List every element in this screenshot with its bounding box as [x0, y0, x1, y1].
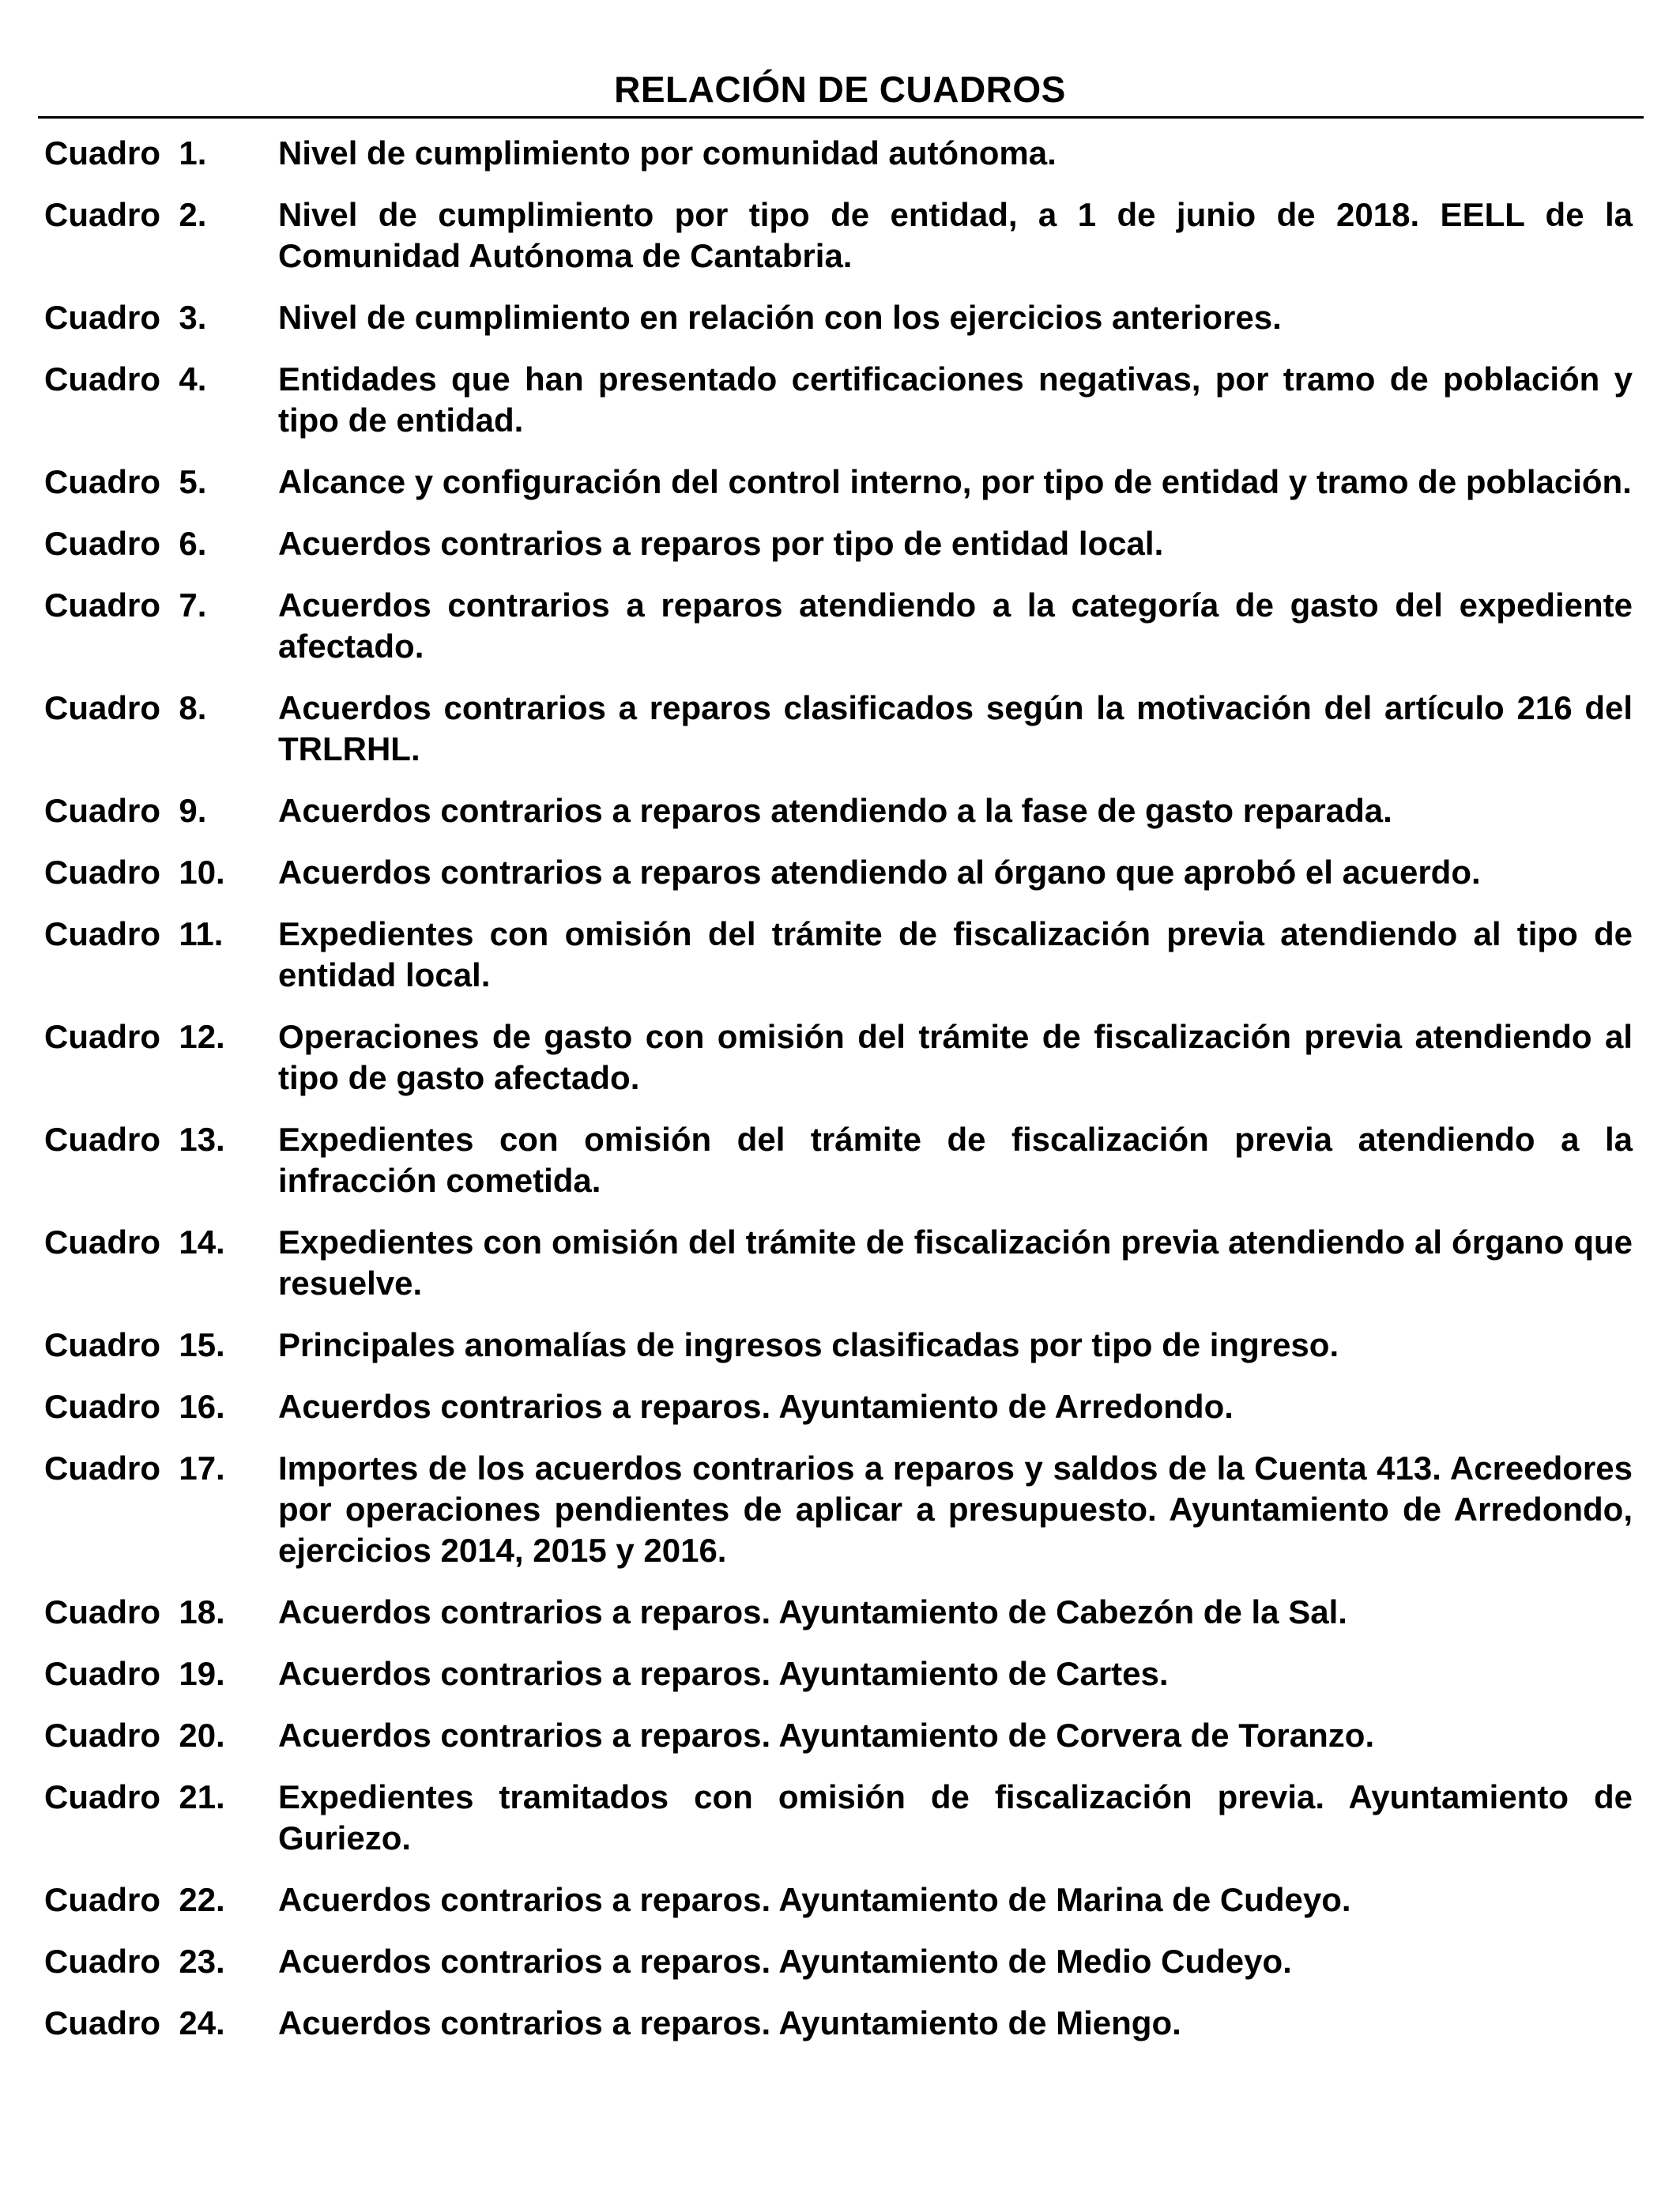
entry-label: Cuadro 1. [44, 134, 207, 172]
list-item [44, 1592, 1593, 1633]
entry-text: Acuerdos contrarios a reparos atendiendo a la categoría de gasto del expediente afectado. [278, 586, 1633, 665]
list-item [44, 1016, 1633, 1099]
entry-text: Importes de los acuerdos contrarios a reparos y saldos de la Cuenta 413. Acreedores por operaciones pendientes de aplicar a presupuesto. Ayuntamiento de Arredondo, ejercicios 2014, 2015 y 2016. [278, 1449, 1633, 1569]
entry-label: Cuadro 10. [44, 854, 225, 891]
list-item [44, 585, 1633, 667]
entry-text: Acuerdos contrarios a reparos. Ayuntamiento de Cartes. [278, 1655, 1169, 1692]
entry-text: Principales anomalías de ingresos clasificadas por tipo de ingreso. [278, 1326, 1339, 1363]
entry-label: Cuadro 4. [44, 360, 207, 398]
entry-label: Cuadro 15. [44, 1326, 225, 1363]
entry-label: Cuadro 5. [44, 463, 207, 500]
entry-text: Acuerdos contrarios a reparos. Ayuntamiento de Medio Cudeyo. [278, 1943, 1292, 1980]
entry-text: Acuerdos contrarios a reparos. Ayuntamiento de Cabezón de la Sal. [278, 1593, 1347, 1630]
entry-label: Cuadro 14. [44, 1223, 225, 1261]
entry-label: Cuadro 6. [44, 525, 207, 562]
list-item [44, 1325, 1593, 1366]
entry-label: Cuadro 11. [44, 915, 224, 952]
entry-label: Cuadro 20. [44, 1717, 225, 1754]
page-title: RELACIÓN DE CUADROS [614, 69, 1066, 110]
entry-text: Acuerdos contrarios a reparos. Ayuntamiento de Miengo. [278, 2004, 1181, 2041]
entry-label: Cuadro 3. [44, 299, 207, 336]
entry-text: Expedientes con omisión del trámite de fiscalización previa atendiendo a la infracción cometida. [278, 1121, 1633, 1199]
entry-text: Entidades que han presentado certificaciones negativas, por tramo de población y tipo de entidad. [278, 360, 1633, 439]
entry-label: Cuadro 24. [44, 2004, 225, 2041]
entry-text: Acuerdos contrarios a reparos clasificados según la motivación del artículo 216 del TRLRHL. [278, 689, 1633, 767]
list-item [44, 297, 1593, 338]
list-item [44, 1715, 1593, 1756]
list-item [44, 1448, 1633, 1571]
entry-label: Cuadro 16. [44, 1388, 225, 1425]
list-item [44, 1941, 1593, 1982]
entry-label: Cuadro 21. [44, 1778, 225, 1815]
list-item [44, 1119, 1633, 1201]
list-item [44, 852, 1593, 893]
entry-text: Expedientes con omisión del trámite de fiscalización previa atendiendo al tipo de entidad local. [278, 915, 1633, 993]
entry-text: Operaciones de gasto con omisión del trámite de fiscalización previa atendiendo al tipo de gasto afectado. [278, 1018, 1633, 1096]
list-item [44, 1222, 1633, 1304]
entry-text: Nivel de cumplimiento por tipo de entidad, a 1 de junio de 2018. EELL de la Comunidad Autónoma de Cantabria. [278, 196, 1633, 274]
entry-label: Cuadro 9. [44, 792, 207, 829]
list-item [44, 523, 1593, 564]
list-item [44, 2003, 1593, 2044]
entry-text: Acuerdos contrarios a reparos atendiendo a la fase de gasto reparada. [278, 792, 1392, 829]
entry-label: Cuadro 23. [44, 1943, 225, 1980]
entry-label: Cuadro 18. [44, 1593, 225, 1630]
entry-label: Cuadro 22. [44, 1881, 225, 1918]
list-item [44, 1386, 1593, 1427]
list-item [44, 133, 1593, 174]
list-item [44, 1777, 1633, 1859]
entry-text: Acuerdos contrarios a reparos. Ayuntamiento de Corvera de Toranzo. [278, 1717, 1375, 1754]
entry-text: Nivel de cumplimiento por comunidad autónoma. [278, 134, 1057, 172]
entry-label: Cuadro 7. [44, 586, 207, 624]
entry-text: Acuerdos contrarios a reparos. Ayuntamiento de Arredondo. [278, 1388, 1234, 1425]
entry-label: Cuadro 2. [44, 196, 207, 233]
list-item [44, 359, 1633, 441]
entry-text: Alcance y configuración del control interno, por tipo de entidad y tramo de población. [278, 463, 1632, 500]
list-item [44, 462, 1632, 503]
list-item [44, 1879, 1593, 1921]
list-item [44, 790, 1593, 831]
list-item [44, 194, 1633, 277]
entry-label: Cuadro 17. [44, 1449, 225, 1487]
list-item [44, 1653, 1593, 1695]
entry-text: Expedientes con omisión del trámite de fiscalización previa atendiendo al órgano que resuelve. [278, 1223, 1633, 1302]
entry-text: Expedientes tramitados con omisión de fiscalización previa. Ayuntamiento de Guriezo. [278, 1778, 1633, 1857]
entry-text: Acuerdos contrarios a reparos atendiendo al órgano que aprobó el acuerdo. [278, 854, 1481, 891]
entry-label: Cuadro 12. [44, 1018, 225, 1055]
table-list [44, 133, 1633, 2064]
list-item [44, 914, 1633, 996]
entry-text: Acuerdos contrarios a reparos por tipo de entidad local. [278, 525, 1164, 562]
title-divider [38, 116, 1644, 119]
entry-text: Acuerdos contrarios a reparos. Ayuntamiento de Marina de Cudeyo. [278, 1881, 1351, 1918]
list-item [44, 688, 1633, 770]
entry-label: Cuadro 8. [44, 689, 207, 726]
entry-label: Cuadro 13. [44, 1121, 225, 1158]
entry-label: Cuadro 19. [44, 1655, 225, 1692]
entry-text: Nivel de cumplimiento en relación con los ejercicios anteriores. [278, 299, 1282, 336]
